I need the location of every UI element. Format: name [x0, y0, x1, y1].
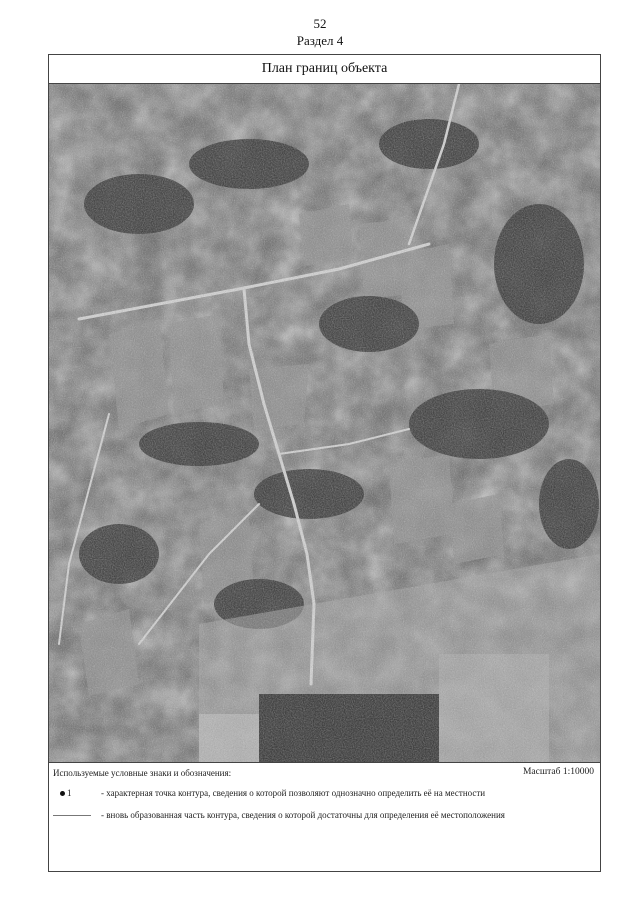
scale-label: Масштаб 1:10000: [522, 767, 594, 777]
legend-text: - характерная точка контура, сведения о которой позволяют однозначно определить её на местности: [101, 788, 486, 798]
plan-title: План границ объекта: [49, 55, 600, 84]
dotted-line-icon: [53, 810, 95, 821]
aerial-photo-map: [49, 84, 600, 763]
page-number: 52: [313, 16, 327, 31]
photo-grain: [49, 84, 600, 762]
point-marker-icon: 1: [53, 788, 95, 799]
section-title: Раздел 4: [296, 33, 344, 48]
legend-text: - вновь образованная часть контура, сведения о которой достаточны для определения её местоположения: [101, 810, 505, 820]
legend-header: Используемые условные знаки и обозначения:: [53, 768, 232, 778]
plan-frame: [48, 54, 601, 872]
